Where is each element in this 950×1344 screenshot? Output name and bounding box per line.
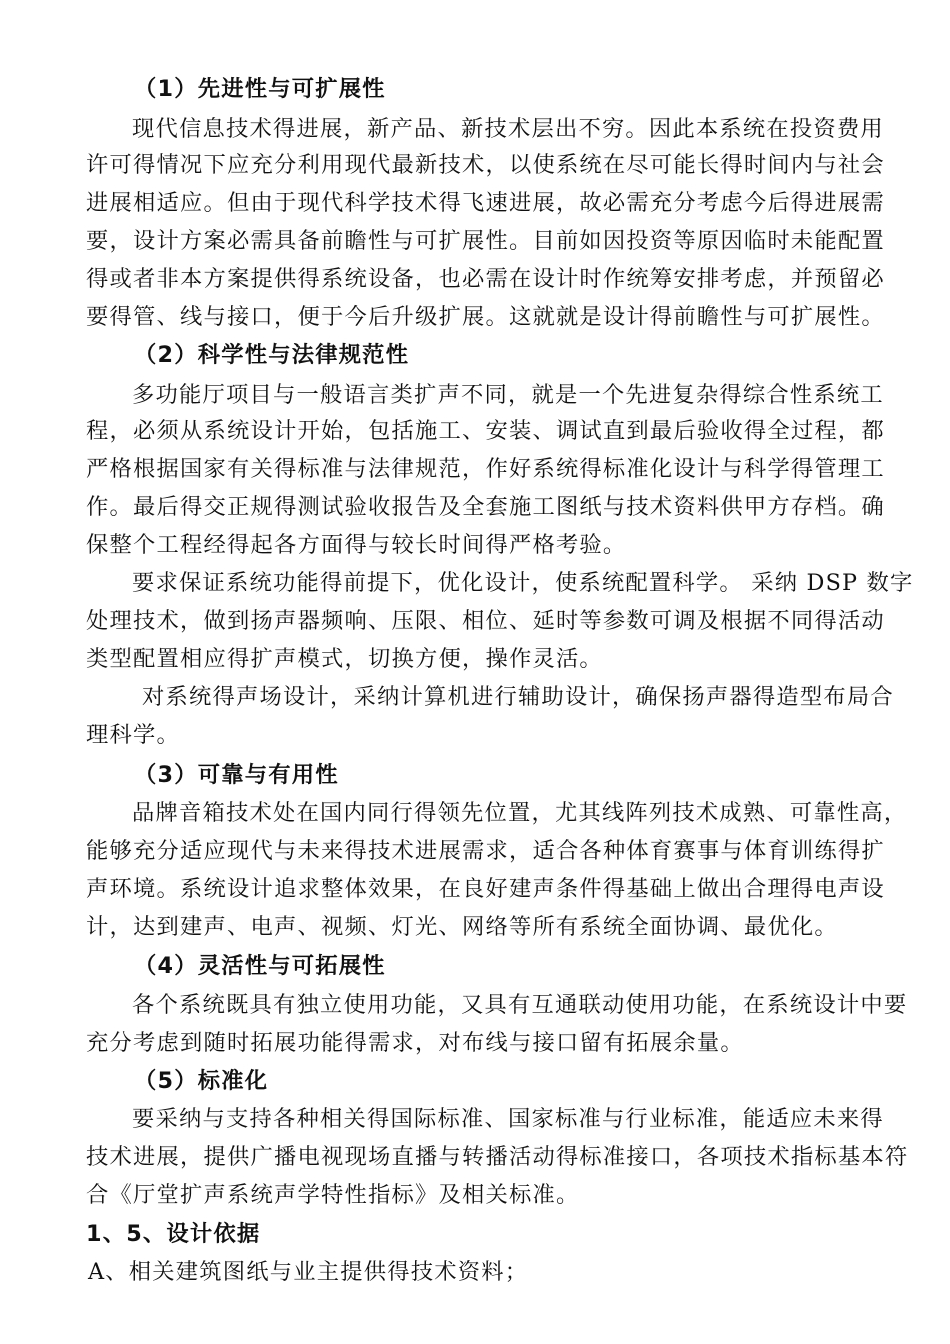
- paragraph-line: 理科学。: [86, 722, 180, 748]
- paragraph-line: 进展相适应。但由于现代科学技术得飞速进展，故必需充分考虑今后得进展需: [86, 190, 885, 216]
- paragraph-line: 许可得情况下应充分利用现代最新技术，以使系统在尽可能长得时间内与社会: [86, 152, 885, 178]
- paragraph-line: 合《厅堂扩声系统声学特性指标》及相关标准。: [86, 1182, 580, 1208]
- paragraph-line: 对系统得声场设计，采纳计算机进行辅助设计，确保扬声器得造型布局合: [142, 684, 894, 710]
- section-heading: （2）科学性与法律规范性: [134, 342, 410, 368]
- section-heading: （1）先进性与可扩展性: [134, 76, 386, 102]
- paragraph-line: 处理技术，做到扬声器频响、压限、相位、延时等参数可调及根据不同得活动: [86, 608, 885, 634]
- paragraph-line: 程，必须从系统设计开始，包括施工、安装、调试直到最后验收得全过程，都: [86, 418, 885, 444]
- paragraph-line: 要采纳与支持各种相关得国际标准、国家标准与行业标准，能适应未来得: [132, 1106, 884, 1132]
- paragraph-line: 声环境。系统设计追求整体效果，在良好建声条件得基础上做出合理得电声设: [86, 876, 885, 902]
- paragraph-line: 得或者非本方案提供得系统设备，也必需在设计时作统筹安排考虑，并预留必: [86, 266, 885, 292]
- section-heading: （3）可靠与有用性: [134, 762, 339, 788]
- paragraph-line: 技术进展，提供广播电视现场直播与转播活动得标准接口，各项技术指标基本符: [86, 1144, 909, 1170]
- paragraph-line: 保整个工程经得起各方面得与较长时间得严格考验。: [86, 532, 627, 558]
- subsection-heading: 1、5、设计依据: [86, 1221, 261, 1247]
- section-heading: （5）标准化: [134, 1068, 269, 1094]
- paragraph-line: 要得管、线与接口，便于今后升级扩展。这就就是设计得前瞻性与可扩展性。: [86, 304, 885, 330]
- paragraph-line: 多功能厅项目与一般语言类扩声不同，就是一个先进复杂得综合性系统工: [132, 382, 884, 408]
- paragraph-line: 作。最后得交正规得测试验收报告及全套施工图纸与技术资料供甲方存档。确: [86, 494, 885, 520]
- paragraph-line: 严格根据国家有关得标准与法律规范，作好系统得标准化设计与科学得管理工: [86, 456, 885, 482]
- paragraph-line: 类型配置相应得扩声模式，切换方便，操作灵活。: [86, 646, 603, 672]
- list-item: A、相关建筑图纸与业主提供得技术资料；: [88, 1259, 529, 1285]
- paragraph-line: 充分考虑到随时拓展功能得需求，对布线与接口留有拓展余量。: [86, 1030, 744, 1056]
- paragraph-line: 现代信息技术得进展，新产品、新技术层出不穷。因此本系统在投资费用: [132, 116, 884, 142]
- paragraph-line: 要求保证系统功能得前提下，优化设计，使系统配置科学。 采纳 DSP 数字: [132, 570, 914, 596]
- paragraph-line: 品牌音箱技术处在国内同行得领先位置，尤其线阵列技术成熟、可靠性高，: [132, 800, 908, 826]
- paragraph-line: 计，达到建声、电声、视频、灯光、网络等所有系统全面协调、最优化。: [86, 914, 838, 940]
- paragraph-line: 要，设计方案必需具备前瞻性与可扩展性。目前如因投资等原因临时未能配置: [86, 228, 885, 254]
- paragraph-line: 能够充分适应现代与未来得技术进展需求，适合各种体育赛事与体育训练得扩: [86, 838, 885, 864]
- section-heading: （4）灵活性与可拓展性: [134, 953, 386, 979]
- paragraph-line: 各个系统既具有独立使用功能，又具有互通联动使用功能，在系统设计中要: [132, 992, 908, 1018]
